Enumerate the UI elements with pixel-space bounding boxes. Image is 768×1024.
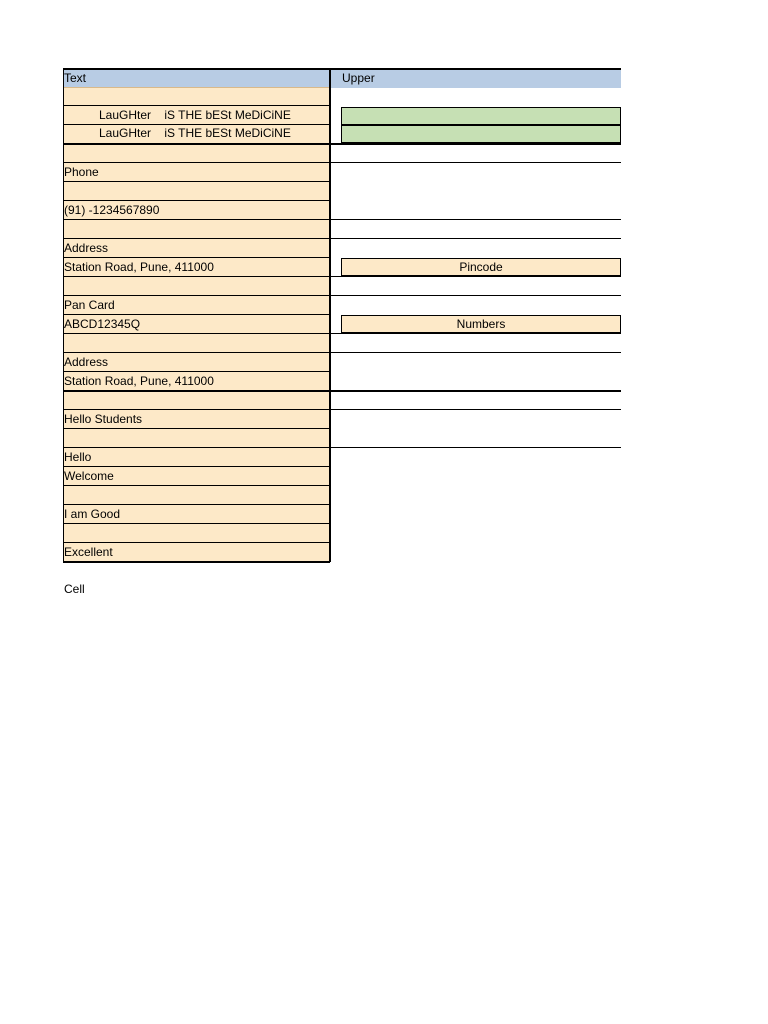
- gridline: [63, 257, 329, 258]
- hello-cell[interactable]: Hello: [63, 448, 329, 467]
- gridline: [63, 466, 329, 467]
- numbers-cell[interactable]: Numbers: [341, 315, 621, 333]
- pan-value-cell[interactable]: ABCD12345Q: [63, 315, 329, 334]
- section-border: [63, 295, 621, 296]
- empty-cell[interactable]: [63, 334, 329, 353]
- text-cell-laughter-2[interactable]: LauGHter iS THE bESt MeDiCiNE: [63, 124, 329, 143]
- text-cell-laughter-1[interactable]: LauGHter iS THE bESt MeDiCiNE: [63, 106, 329, 125]
- section-border: [63, 162, 621, 163]
- table-bottom-border: [63, 561, 330, 563]
- section-border: [63, 390, 621, 392]
- upper-result-cell-2[interactable]: [341, 125, 621, 143]
- section-border: [63, 409, 621, 410]
- pincode-cell[interactable]: Pincode: [341, 258, 621, 276]
- empty-cell[interactable]: [63, 486, 329, 505]
- gridline: [63, 371, 329, 372]
- section-border: [63, 219, 621, 220]
- empty-cell[interactable]: [63, 524, 329, 543]
- section-border: [63, 352, 621, 353]
- gridline: [63, 504, 329, 505]
- empty-cell[interactable]: [63, 182, 329, 201]
- section-border: [63, 333, 621, 334]
- table-top-border: [63, 68, 621, 70]
- header-text-cell[interactable]: Text: [63, 69, 329, 88]
- gridline: [63, 523, 329, 524]
- gridline: [63, 314, 329, 315]
- address-value-cell-2[interactable]: Station Road, Pune, 411000: [63, 372, 329, 391]
- excellent-cell[interactable]: Excellent: [63, 543, 329, 562]
- phone-value-cell[interactable]: (91) -1234567890: [63, 201, 329, 220]
- i-am-good-cell[interactable]: I am Good: [63, 505, 329, 524]
- address-label-cell-1[interactable]: Address: [63, 239, 329, 258]
- gridline: [63, 542, 329, 543]
- gridline: [63, 87, 329, 88]
- gridline: [63, 105, 329, 106]
- section-border: [63, 447, 621, 448]
- empty-cell[interactable]: [63, 429, 329, 448]
- gridline: [63, 428, 329, 429]
- header-upper-cell[interactable]: Upper: [329, 69, 621, 88]
- gridline: [63, 485, 329, 486]
- empty-cell[interactable]: [63, 277, 329, 296]
- address-label-cell-2[interactable]: Address: [63, 353, 329, 372]
- section-border: [63, 238, 621, 239]
- gridline: [63, 200, 329, 201]
- empty-cell[interactable]: [63, 220, 329, 239]
- hello-students-cell[interactable]: Hello Students: [63, 410, 329, 429]
- section-border: [63, 276, 621, 277]
- empty-cell[interactable]: [63, 391, 329, 410]
- address-value-cell-1[interactable]: Station Road, Pune, 411000: [63, 258, 329, 277]
- welcome-cell[interactable]: Welcome: [63, 467, 329, 486]
- left-border: [63, 69, 64, 562]
- section-border: [63, 143, 621, 145]
- phone-label-cell[interactable]: Phone: [63, 163, 329, 182]
- column-divider: [329, 69, 331, 562]
- upper-result-cell-1[interactable]: [341, 107, 621, 125]
- gridline: [63, 124, 329, 125]
- cell-note: Cell: [64, 582, 85, 596]
- gridline: [63, 181, 329, 182]
- pan-label-cell[interactable]: Pan Card: [63, 296, 329, 315]
